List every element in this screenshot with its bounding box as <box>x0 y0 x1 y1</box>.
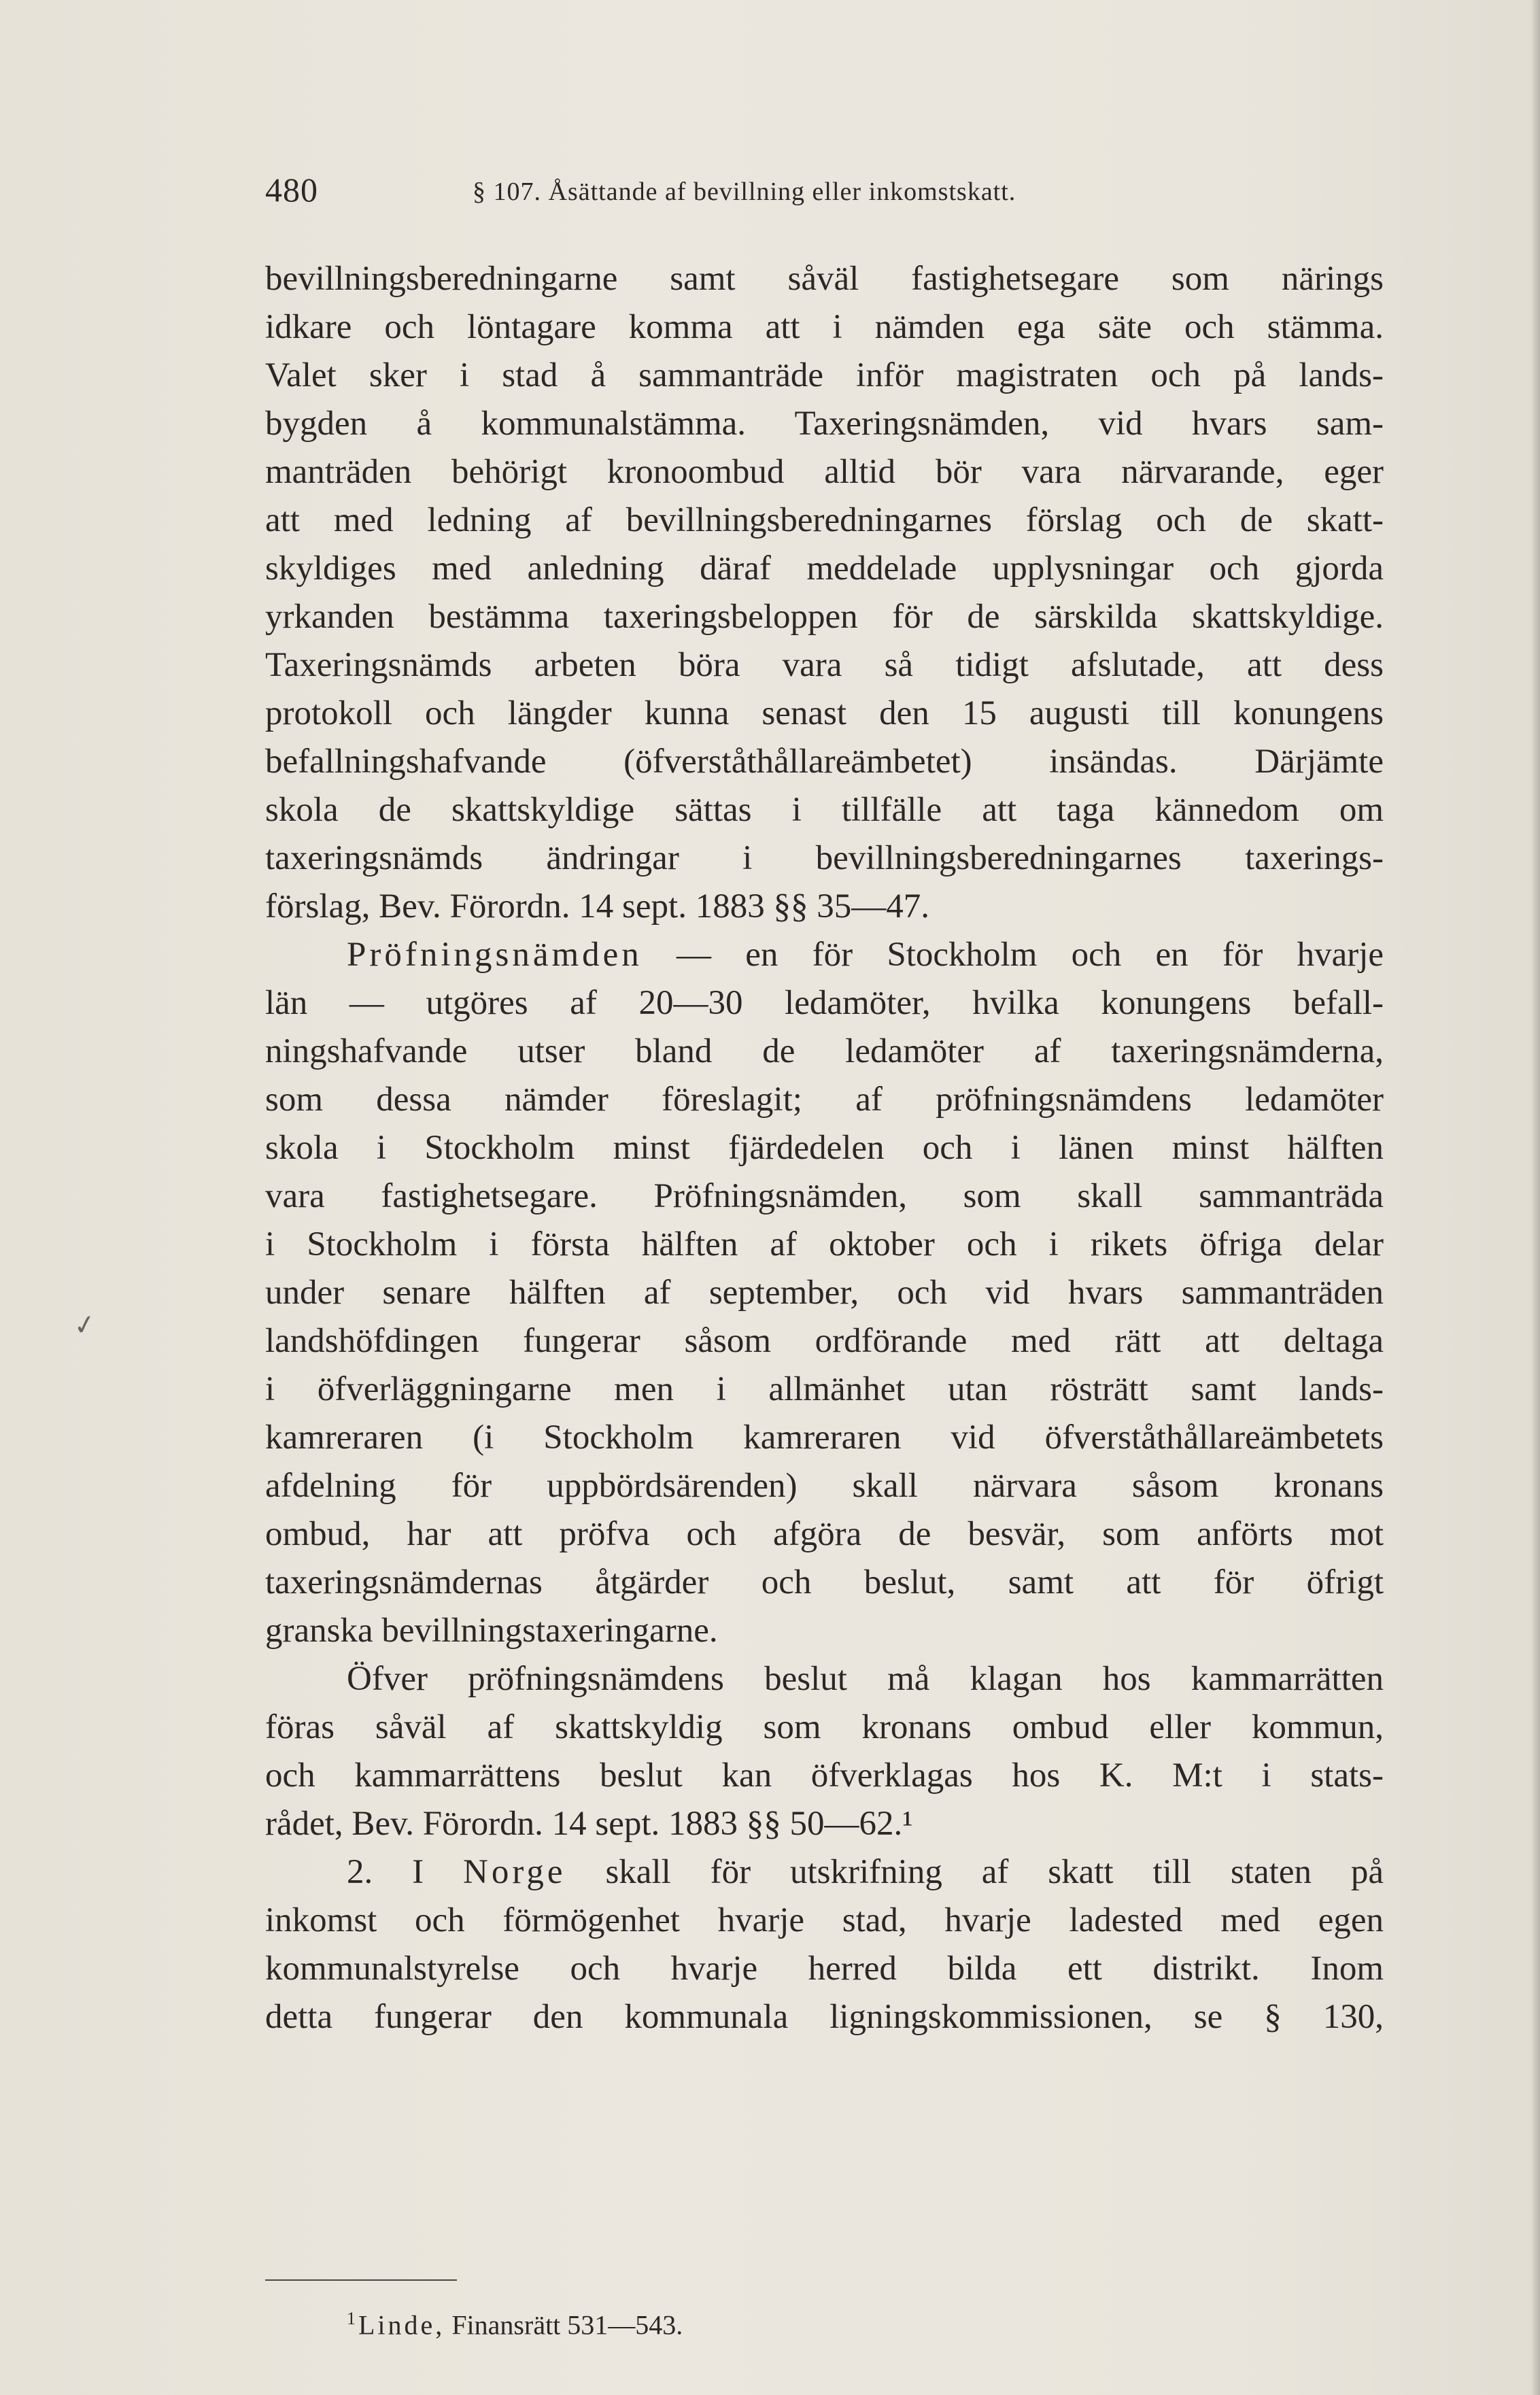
text-line: 2. I Norge skall för utskrifning af skatt till staten på <box>347 1853 1384 1891</box>
text-line: Taxeringsnämds arbeten böra vara så tidigt afslutade, att dess <box>265 646 1384 684</box>
emphasised-term: Pröfningsnämden <box>347 936 643 974</box>
text-line: rådet, Bev. Förordn. 14 sept. 1883 §§ 50—62.¹ <box>265 1805 913 1843</box>
text-line: detta fungerar den kommunala ligningskommissionen, se § 130, <box>265 1998 1384 2036</box>
text-line: bygden å kommunalstämma. Taxeringsnämden, vid hvars sam- <box>265 405 1384 443</box>
page-header <box>265 170 1384 218</box>
text-line: skyldiges med anledning däraf meddelade upplysningar och gjorda <box>265 549 1384 588</box>
text-line: föras såväl af skattskyldig som kronans ombud eller kommun, <box>265 1708 1384 1746</box>
text-line: inkomst och förmögenhet hvarje stad, hvarje ladested med egen <box>265 1901 1384 1939</box>
running-head: § 107. Åsättande af bevillning eller inkomstskatt. <box>473 177 1016 206</box>
text-line: idkare och löntagare komma att i nämden ega säte och stämma. <box>265 308 1384 346</box>
text-line: bevillningsberedningarne samt såväl fastighetsegare som närings <box>265 260 1384 298</box>
text-line: län — utgöres af 20—30 ledamöter, hvilka konungens befall- <box>265 984 1384 1022</box>
footnote-author: Linde, <box>358 2309 445 2341</box>
text-line: vara fastighetsegare. Pröfningsnämden, som skall sammanträda <box>265 1177 1384 1215</box>
page-number: 480 <box>265 171 318 209</box>
text-line: skola de skattskyldige sättas i tillfälle att taga kännedom om <box>265 791 1384 829</box>
text-line: protokoll och längder kunna senast den 15 augusti till konungens <box>265 694 1384 732</box>
text-line: befallningshafvande (öfverståthållareämbetet) insändas. Därjämte <box>265 743 1384 781</box>
text-line: landshöfdingen fungerar såsom ordförande med rätt att deltaga <box>265 1322 1384 1360</box>
text-line: Pröfningsnämden — en för Stockholm och en för hvarje <box>347 936 1384 974</box>
footnote <box>347 2309 683 2341</box>
text-line: kommunalstyrelse och hvarje herred bilda ett distrikt. Inom <box>265 1950 1384 1988</box>
text-line: i Stockholm i första hälften af oktober och i rikets öfriga delar <box>265 1225 1384 1263</box>
text-line: förslag, Bev. Förordn. 14 sept. 1883 §§ 35—47. <box>265 887 929 925</box>
text-line: att med ledning af bevillningsberedningarnes förslag och de skatt- <box>265 501 1384 539</box>
text-line: ningshafvande utser bland de ledamöter af taxeringsnämderna, <box>265 1032 1384 1070</box>
text-line: afdelning för uppbördsärenden) skall närvara såsom kronans <box>265 1467 1384 1505</box>
footnote-marker: 1 <box>347 2309 356 2328</box>
text-line: och kammarrättens beslut kan öfverklagas hos K. M:t i stats- <box>265 1756 1384 1795</box>
page-edge-shadow <box>1530 0 1540 2395</box>
text-line: granska bevillningstaxeringarne. <box>265 1612 718 1650</box>
text-line: taxeringsnämds ändringar i bevillningsberedningarnes taxerings- <box>265 839 1384 877</box>
text-line: ombud, har att pröfva och afgöra de besvär, som anförts mot <box>265 1515 1384 1553</box>
text-line: taxeringsnämdernas åtgärder och beslut, samt att för öfrigt <box>265 1563 1384 1601</box>
text-line: manträden behörigt kronoombud alltid bör vara närvarande, eger <box>265 453 1384 491</box>
margin-check-mark: ✓ <box>71 1308 99 1342</box>
footnote-rule <box>265 2279 457 2281</box>
footnote-text: Finansrätt 531—543. <box>451 2309 683 2341</box>
text-line: kamreraren (i Stockholm kamreraren vid öfverståthållareämbetets <box>265 1419 1384 1457</box>
text-line: yrkanden bestämma taxeringsbeloppen för de särskilda skattskyldige. <box>265 598 1384 636</box>
text-line: i öfverläggningarne men i allmänhet utan rösträtt samt lands- <box>265 1370 1384 1408</box>
emphasised-term: Norge <box>463 1853 566 1891</box>
body-text <box>265 255 1384 2041</box>
text-line: Öfver pröfningsnämdens beslut må klagan hos kammarrätten <box>347 1660 1384 1698</box>
text-line: Valet sker i stad å sammanträde inför magistraten och på lands- <box>265 356 1384 394</box>
text-line: under senare hälften af september, och vid hvars sammanträden <box>265 1274 1384 1312</box>
text-line: skola i Stockholm minst fjärdedelen och i länen minst hälften <box>265 1129 1384 1167</box>
text-line: som dessa nämder föreslagit; af pröfningsnämdens ledamöter <box>265 1081 1384 1119</box>
